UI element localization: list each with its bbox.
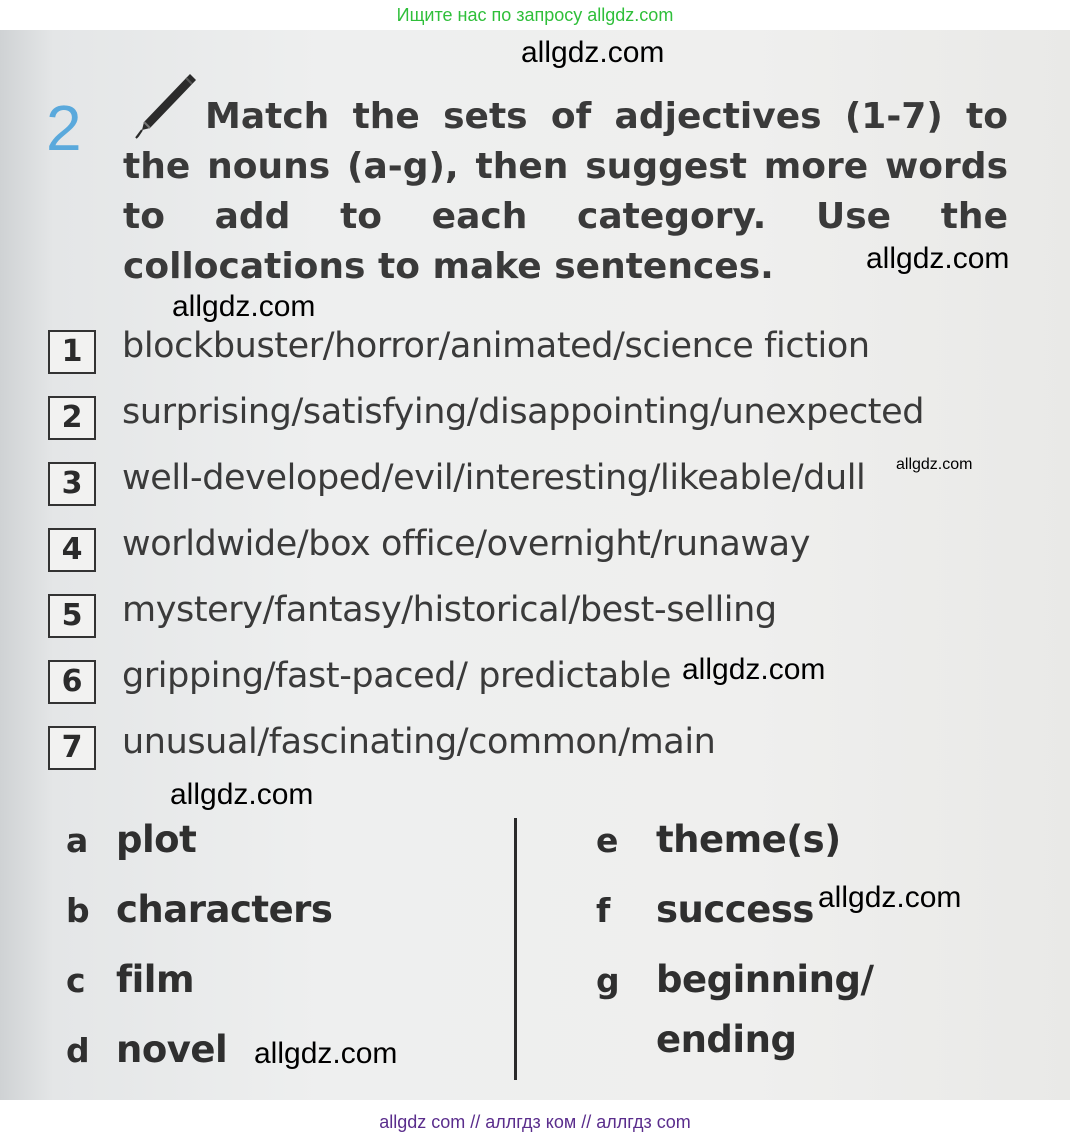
noun-word: theme(s) bbox=[656, 818, 841, 861]
adjective-set-text: gripping/fast-paced/ predictable bbox=[122, 656, 672, 696]
watermark: allgdz.com bbox=[896, 456, 973, 473]
adjective-set-text: blockbuster/horror/animated/science fiction bbox=[122, 326, 870, 366]
adjective-set-text: mystery/fantasy/historical/best-selling bbox=[122, 590, 777, 630]
noun-letter: f bbox=[596, 891, 610, 930]
noun-word: plot bbox=[116, 818, 197, 861]
watermark: allgdz.com bbox=[170, 778, 314, 811]
noun-item-a bbox=[66, 818, 196, 861]
bottom-banner[interactable]: allgdz com // аллгдз ком // аллгдз com bbox=[0, 1100, 1070, 1139]
watermark: allgdz.com bbox=[866, 242, 1010, 275]
top-banner[interactable]: Ищите нас по запросу allgdz.com bbox=[0, 0, 1070, 30]
adjective-set-text: unusual/fascinating/common/main bbox=[122, 722, 716, 762]
instruction-line-1: Match the sets of adjectives (1-7) to the bbox=[123, 96, 1008, 187]
item-number-box: 6 bbox=[48, 660, 96, 704]
watermark: allgdz.com bbox=[172, 290, 316, 323]
noun-word: characters bbox=[116, 888, 333, 931]
adjective-set-item bbox=[48, 722, 948, 776]
adjective-set-item bbox=[48, 524, 948, 578]
noun-letter: d bbox=[66, 1031, 90, 1070]
watermark: allgdz.com bbox=[254, 1037, 398, 1070]
item-number-box: 5 bbox=[48, 594, 96, 638]
item-number-box: 4 bbox=[48, 528, 96, 572]
item-number-box: 2 bbox=[48, 396, 96, 440]
adjective-set-item bbox=[48, 326, 948, 380]
noun-letter: c bbox=[66, 961, 86, 1000]
noun-letter: g bbox=[596, 961, 620, 1000]
noun-item-g-continued bbox=[656, 1018, 796, 1061]
noun-item-g bbox=[596, 958, 873, 1001]
noun-item-d bbox=[66, 1028, 227, 1071]
watermark: allgdz.com bbox=[682, 653, 826, 686]
adjective-set-item bbox=[48, 590, 948, 644]
noun-letter: b bbox=[66, 891, 90, 930]
column-divider bbox=[514, 818, 517, 1080]
noun-item-f bbox=[596, 888, 814, 931]
noun-word: ending bbox=[656, 1018, 797, 1061]
exercise-number: 2 bbox=[46, 92, 82, 164]
instruction-line-4: to make sentences. bbox=[378, 246, 774, 287]
noun-word: novel bbox=[116, 1028, 228, 1071]
noun-letter: e bbox=[596, 821, 618, 860]
noun-word: beginning/ bbox=[656, 958, 874, 1001]
watermark: allgdz.com bbox=[521, 36, 665, 69]
item-number-box: 1 bbox=[48, 330, 96, 374]
noun-word: success bbox=[656, 888, 814, 931]
adjective-set-text: worldwide/box office/overnight/runaway bbox=[122, 524, 811, 564]
noun-item-b bbox=[66, 888, 332, 931]
item-number-box: 7 bbox=[48, 726, 96, 770]
item-number-box: 3 bbox=[48, 462, 96, 506]
watermark: allgdz.com bbox=[818, 881, 962, 914]
noun-word: film bbox=[116, 958, 195, 1001]
instruction-line-2: nouns (a-g), then suggest more words to bbox=[123, 146, 1008, 237]
adjective-set-item bbox=[48, 392, 948, 446]
noun-item-e bbox=[596, 818, 841, 861]
adjective-set-text: well-developed/evil/interesting/likeable/dull bbox=[122, 458, 866, 498]
textbook-page bbox=[0, 30, 1070, 1100]
adjective-set-text: surprising/satisfying/disappointing/unexpected bbox=[122, 392, 925, 432]
instruction-line-3: add to each category. Use the collocations bbox=[123, 196, 1008, 287]
noun-letter: a bbox=[66, 821, 88, 860]
noun-item-c bbox=[66, 958, 194, 1001]
